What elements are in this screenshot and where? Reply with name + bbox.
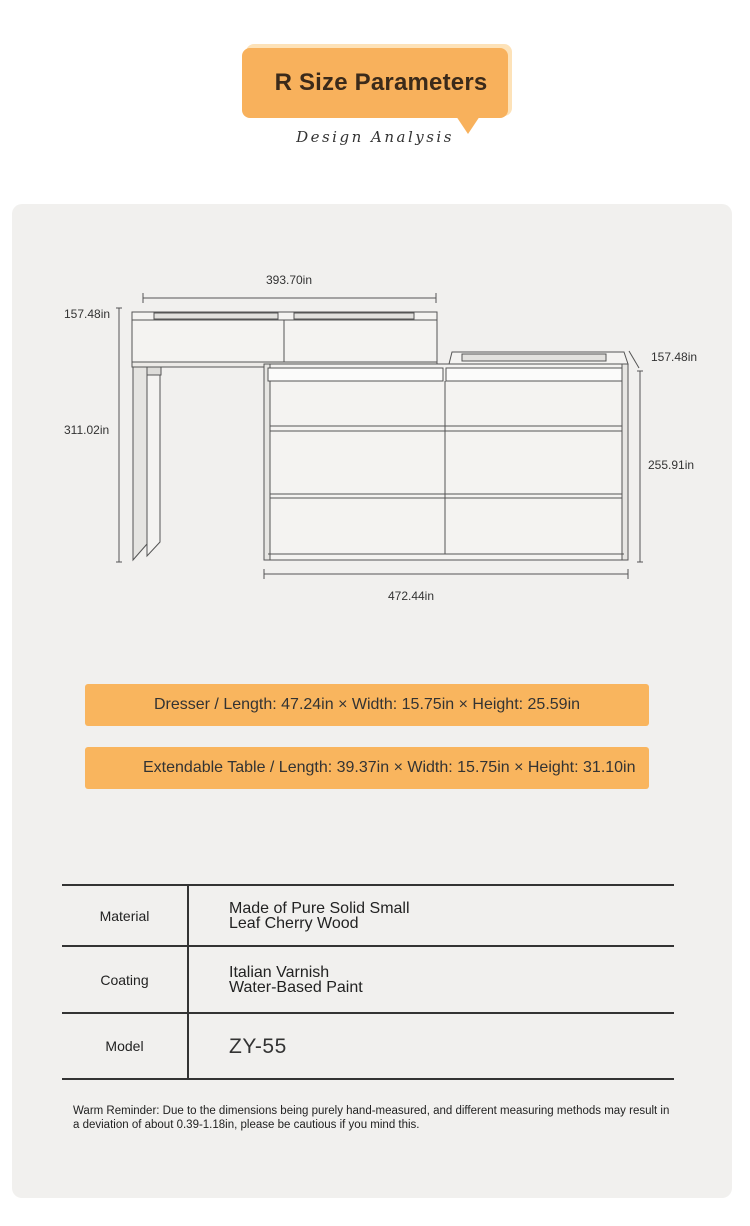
spec-label: Material (62, 886, 189, 945)
page-subtitle: Design Analysis (296, 128, 454, 146)
label-right-depth: 157.48in (651, 350, 698, 364)
spec-label: Model (62, 1014, 189, 1078)
header-badge (240, 42, 516, 124)
spec-value: Made of Pure Solid Small Leaf Cherry Wood (229, 899, 410, 932)
label-left-depth: 157.48in (64, 307, 111, 321)
table-leg (133, 367, 147, 560)
dresser-dimensions-bar (85, 684, 649, 726)
dresser-dimensions-text: Dresser / Length: 47.24in × Width: 15.75in × Height: 25.59in (153, 696, 581, 713)
spec-value: Italian Varnish Water-Based Paint (229, 963, 363, 996)
furniture-diagram (12, 204, 732, 624)
dresser-body (264, 364, 628, 560)
page-title: R Size Parameters (274, 69, 488, 96)
dim-line-right-depth (629, 351, 639, 368)
warm-reminder: Warm Reminder: Due to the dimensions being purely hand-measured, and different measuring methods may result in a deviation of about 0.39-1.18in, please be cautious if you mind this. (73, 1105, 670, 1131)
spec-row-coating (62, 945, 674, 1012)
spec-row-material (62, 884, 674, 945)
drawer-top-left (268, 368, 443, 381)
content-panel (12, 204, 732, 1198)
spec-label: Coating (62, 947, 189, 1012)
spec-value-cell (189, 1014, 674, 1078)
label-top-width: 393.70in (265, 273, 313, 287)
badge-box (242, 48, 508, 118)
drawer-top-right (446, 368, 622, 381)
label-bottom-width: 472.44in (387, 589, 435, 603)
label-right-height: 255.91in (648, 458, 695, 472)
spec-row-model (62, 1012, 674, 1080)
spec-value-cell (189, 947, 674, 1012)
table-tray-left (154, 313, 278, 319)
dresser-tray (462, 354, 606, 361)
table-dimensions-bar (85, 747, 649, 789)
spec-value: ZY-55 (229, 1034, 287, 1058)
label-left-height: 311.02in (64, 423, 110, 437)
table-tray-right (294, 313, 414, 319)
spec-value-cell (189, 886, 674, 945)
spec-table (62, 884, 674, 1080)
table-dimensions-text: Extendable Table / Length: 39.37in × Width: 15.75in × Height: 31.10in (143, 759, 636, 776)
